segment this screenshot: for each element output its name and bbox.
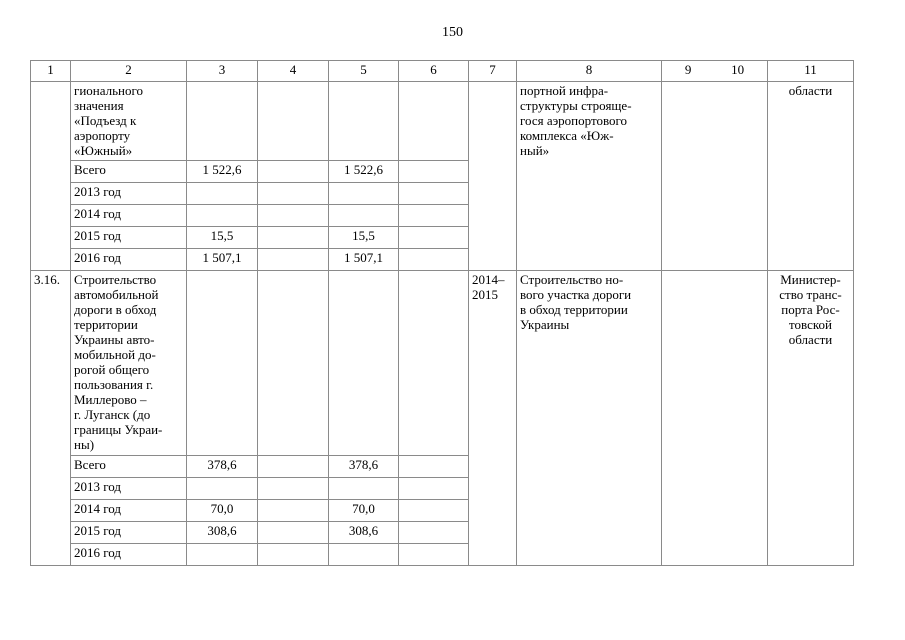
header-cell: 3 [187, 61, 258, 82]
period-cell: 2014– 2015 [469, 271, 517, 566]
header-cell: 5 [329, 61, 399, 82]
row-label: 2013 год [71, 183, 187, 205]
value-cell: 378,6 [187, 456, 258, 478]
item-number-cell [31, 82, 71, 271]
row-label: 2016 год [71, 249, 187, 271]
value-cell [187, 205, 258, 227]
item-number: 3.16. [31, 271, 71, 566]
row-label: Всего [71, 456, 187, 478]
value-cell: 1 522,6 [329, 161, 399, 183]
value-cell: 70,0 [329, 500, 399, 522]
value-cell [329, 183, 399, 205]
indicator-cell [662, 271, 768, 566]
row-label: 2014 год [71, 500, 187, 522]
header-cell: 1 [31, 61, 71, 82]
value-cell [187, 183, 258, 205]
header-cell: 2 [71, 61, 187, 82]
value-cell: 1 507,1 [329, 249, 399, 271]
value-cell [329, 544, 399, 566]
header-cell-9-10 [662, 61, 768, 82]
row-label: 2013 год [71, 478, 187, 500]
period-cell [469, 82, 517, 271]
value-cell: 308,6 [329, 522, 399, 544]
value-cell [329, 478, 399, 500]
header-cell: 4 [258, 61, 329, 82]
header-row [31, 61, 854, 82]
header-cell: 8 [517, 61, 662, 82]
value-cell: 15,5 [329, 227, 399, 249]
activity-description: Строительство но- вого участка дороги в обход территории Украины [517, 271, 662, 566]
value-cell: 70,0 [187, 500, 258, 522]
item-name: гионального значения «Подъезд к аэропорту «Южный» [71, 82, 187, 161]
header-cell: 10 [731, 62, 745, 77]
row-label: Всего [71, 161, 187, 183]
responsible-executor: Министер- ство транс- порта Рос- товской области [768, 271, 854, 566]
value-cell [187, 478, 258, 500]
program-table [30, 60, 854, 566]
header-cell: 6 [399, 61, 469, 82]
header-cell: 7 [469, 61, 517, 82]
responsible-executor: области [768, 82, 854, 271]
row-label: 2016 год [71, 544, 187, 566]
row-label: 2014 год [71, 205, 187, 227]
value-cell: 308,6 [187, 522, 258, 544]
item-name: Строительство автомобильной дороги в обход территории Украины авто- мобильной до- рогой общего пользования г. Миллерово – г. Луганск (до границы Украи- ны) [71, 271, 187, 456]
page-number: 150 [442, 25, 463, 40]
indicator-cell [662, 82, 768, 271]
value-cell: 1 507,1 [187, 249, 258, 271]
value-cell: 15,5 [187, 227, 258, 249]
row-label: 2015 год [71, 522, 187, 544]
value-cell [329, 205, 399, 227]
row-label: 2015 год [71, 227, 187, 249]
header-cell: 11 [768, 61, 854, 82]
value-cell [187, 544, 258, 566]
header-cell: 9 [684, 62, 692, 77]
value-cell: 378,6 [329, 456, 399, 478]
value-cell: 1 522,6 [187, 161, 258, 183]
table-row [31, 82, 854, 161]
activity-description: портной инфра- структуры строяще- гося аэропортового комплекса «Юж- ный» [517, 82, 662, 271]
table-row [31, 271, 854, 456]
